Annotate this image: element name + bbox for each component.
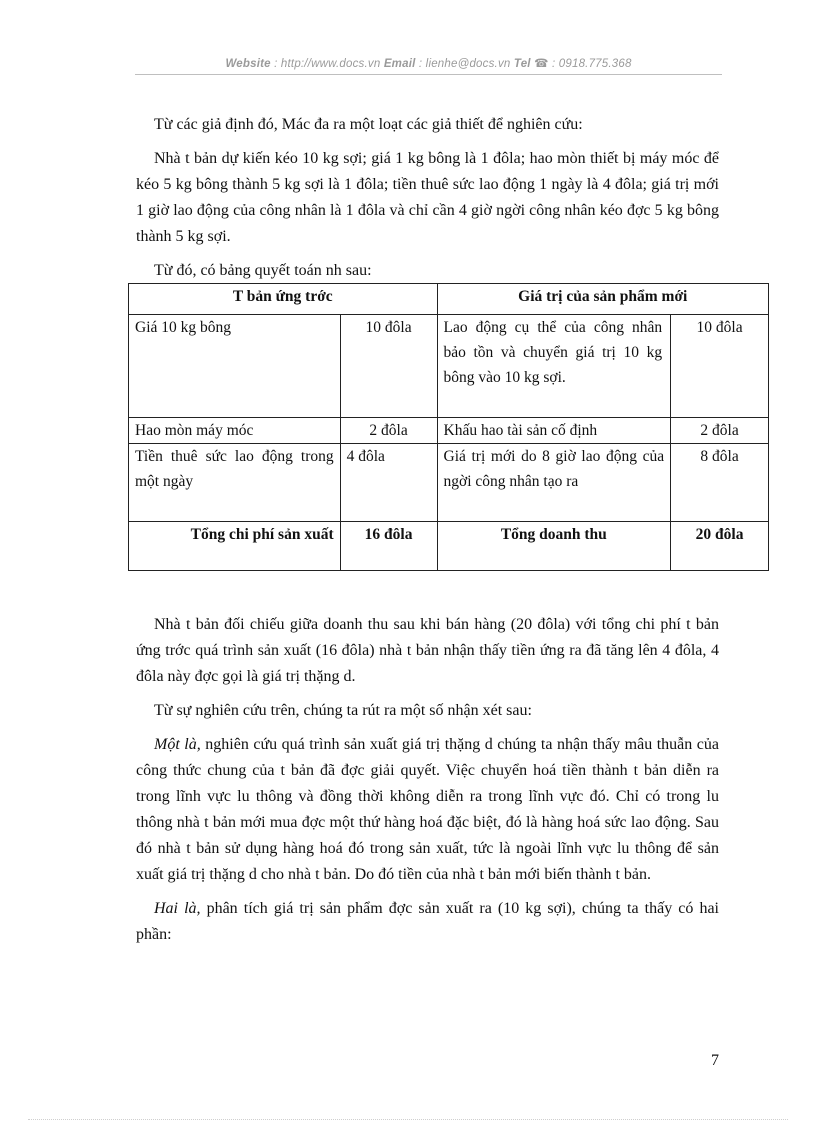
row-right-label: Khấu hao tài sản cố định — [437, 418, 671, 444]
paragraph-remark-two — [136, 896, 719, 948]
settlement-table — [128, 283, 769, 571]
row-right-value: 2 đôla — [671, 418, 769, 444]
row-left-value: 2 đôla — [340, 418, 437, 444]
paragraph-remarks-intro: Từ sự nghiên cứu trên, chúng ta rút ra một số nhận xét sau: — [154, 702, 532, 719]
email-value[interactable]: : lienhe@docs.vn — [415, 58, 514, 70]
total-cost-value: 16 đôla — [340, 522, 437, 571]
paragraph-table-intro: Từ đó, có bảng quyết toán nh sau: — [154, 262, 372, 279]
row-left-label: Giá 10 kg bông — [129, 315, 341, 418]
body-bottom — [136, 612, 719, 956]
footer-divider — [28, 1119, 788, 1120]
table-header-row — [129, 284, 769, 315]
total-revenue-value: 20 đôla — [671, 522, 769, 571]
row-right-label: Lao động cụ thể của công nhân bảo tồn và chuyển giá trị 10 kg bông vào 10 kg sợi. — [437, 315, 671, 418]
email-label: Email — [383, 58, 416, 70]
tel-value: ☎ : 0918.775.368 — [530, 58, 632, 70]
row-right-label: Giá trị mới do 8 giờ lao động của ngời công nhân tạo ra — [437, 444, 671, 522]
remark-one-lead: Một là, — [154, 736, 201, 753]
table-total-row — [129, 522, 769, 571]
table-row — [129, 315, 769, 418]
row-right-value: 10 đôla — [671, 315, 769, 418]
paragraph-hypothesis: Nhà t bản dự kiến kéo 10 kg sợi; giá 1 kg bông là 1 đôla; hao mòn thiết bị máy móc để kéo 5 kg bông thành 5 kg sợi là 1 đôla; tiền thuê sức lao động 1 ngày là 4 đôla; giá trị mới 1 giờ lao động của công nhân là 1 đôla và chỉ cần 4 giờ ngời công nhân kéo đợc 5 kg bông thành 5 kg sợi. — [136, 150, 719, 245]
paragraph-assumptions: Từ các giả định đó, Mác đa ra một loạt các giả thiết để nghiên cứu: — [154, 116, 583, 133]
table-header-left: T bản ứng trớc — [129, 284, 438, 315]
table-row — [129, 444, 769, 522]
website-url[interactable]: : http://www.docs.vn — [270, 58, 384, 70]
paragraph-comparison: Nhà t bản đối chiếu giữa doanh thu sau khi bán hàng (20 đôla) với tổng chi phí t bản ứng trớc quá trình sản xuất (16 đôla) nhà t bản nhận thấy tiền ứng ra đã tăng lên 4 đôla, 4 đôla này đợc gọi là giá trị thặng d. — [136, 616, 719, 685]
remark-one-text: nghiên cứu quá trình sản xuất giá trị thặng d chúng ta nhận thấy mâu thuẫn của công thức chung của t bản đã đợc giải quyết. Việc chuyển hoá tiền thành t bản diễn ra trong lĩnh vực lu thông và đồng thời không diễn ra trong lĩnh vực đó. Chỉ có trong lu thông nhà t bản mới mua đợc một thứ hàng hoá đặc biệt, đó là hàng hoá sức lao động. Sau đó nhà t bản sử dụng hàng hoá đó trong sản xuất, tức là ngoài lĩnh vực lu thông để sản xuất giá trị thặng d cho nhà t bản. Do đó tiền của nhà t bản mới biến thành t bản. — [136, 736, 720, 883]
row-right-value: 8 đôla — [671, 444, 769, 522]
remark-two-text: phân tích giá trị sản phẩm đợc sản xuất ra (10 kg sợi), chúng ta thấy có hai phần: — [136, 900, 719, 943]
row-left-label: Hao mòn máy móc — [129, 418, 341, 444]
total-cost-label: Tổng chi phí sản xuất — [129, 522, 341, 571]
website-label: Website — [225, 58, 271, 70]
page-number: 7 — [711, 1052, 719, 1069]
table-row — [129, 418, 769, 444]
row-left-value: 10 đôla — [340, 315, 437, 418]
page-header — [135, 56, 722, 70]
remark-two-lead: Hai là, — [154, 900, 201, 917]
row-left-value: 4 đôla — [340, 444, 437, 522]
total-revenue-label: Tổng doanh thu — [437, 522, 671, 571]
body-top — [136, 112, 719, 284]
table-header-right: Giá trị của sản phẩm mới — [437, 284, 769, 315]
paragraph-remark-one — [136, 732, 719, 888]
tel-label: Tel — [513, 58, 531, 70]
row-left-label: Tiền thuê sức lao động trong một ngày — [129, 444, 341, 522]
header-divider — [135, 74, 722, 75]
